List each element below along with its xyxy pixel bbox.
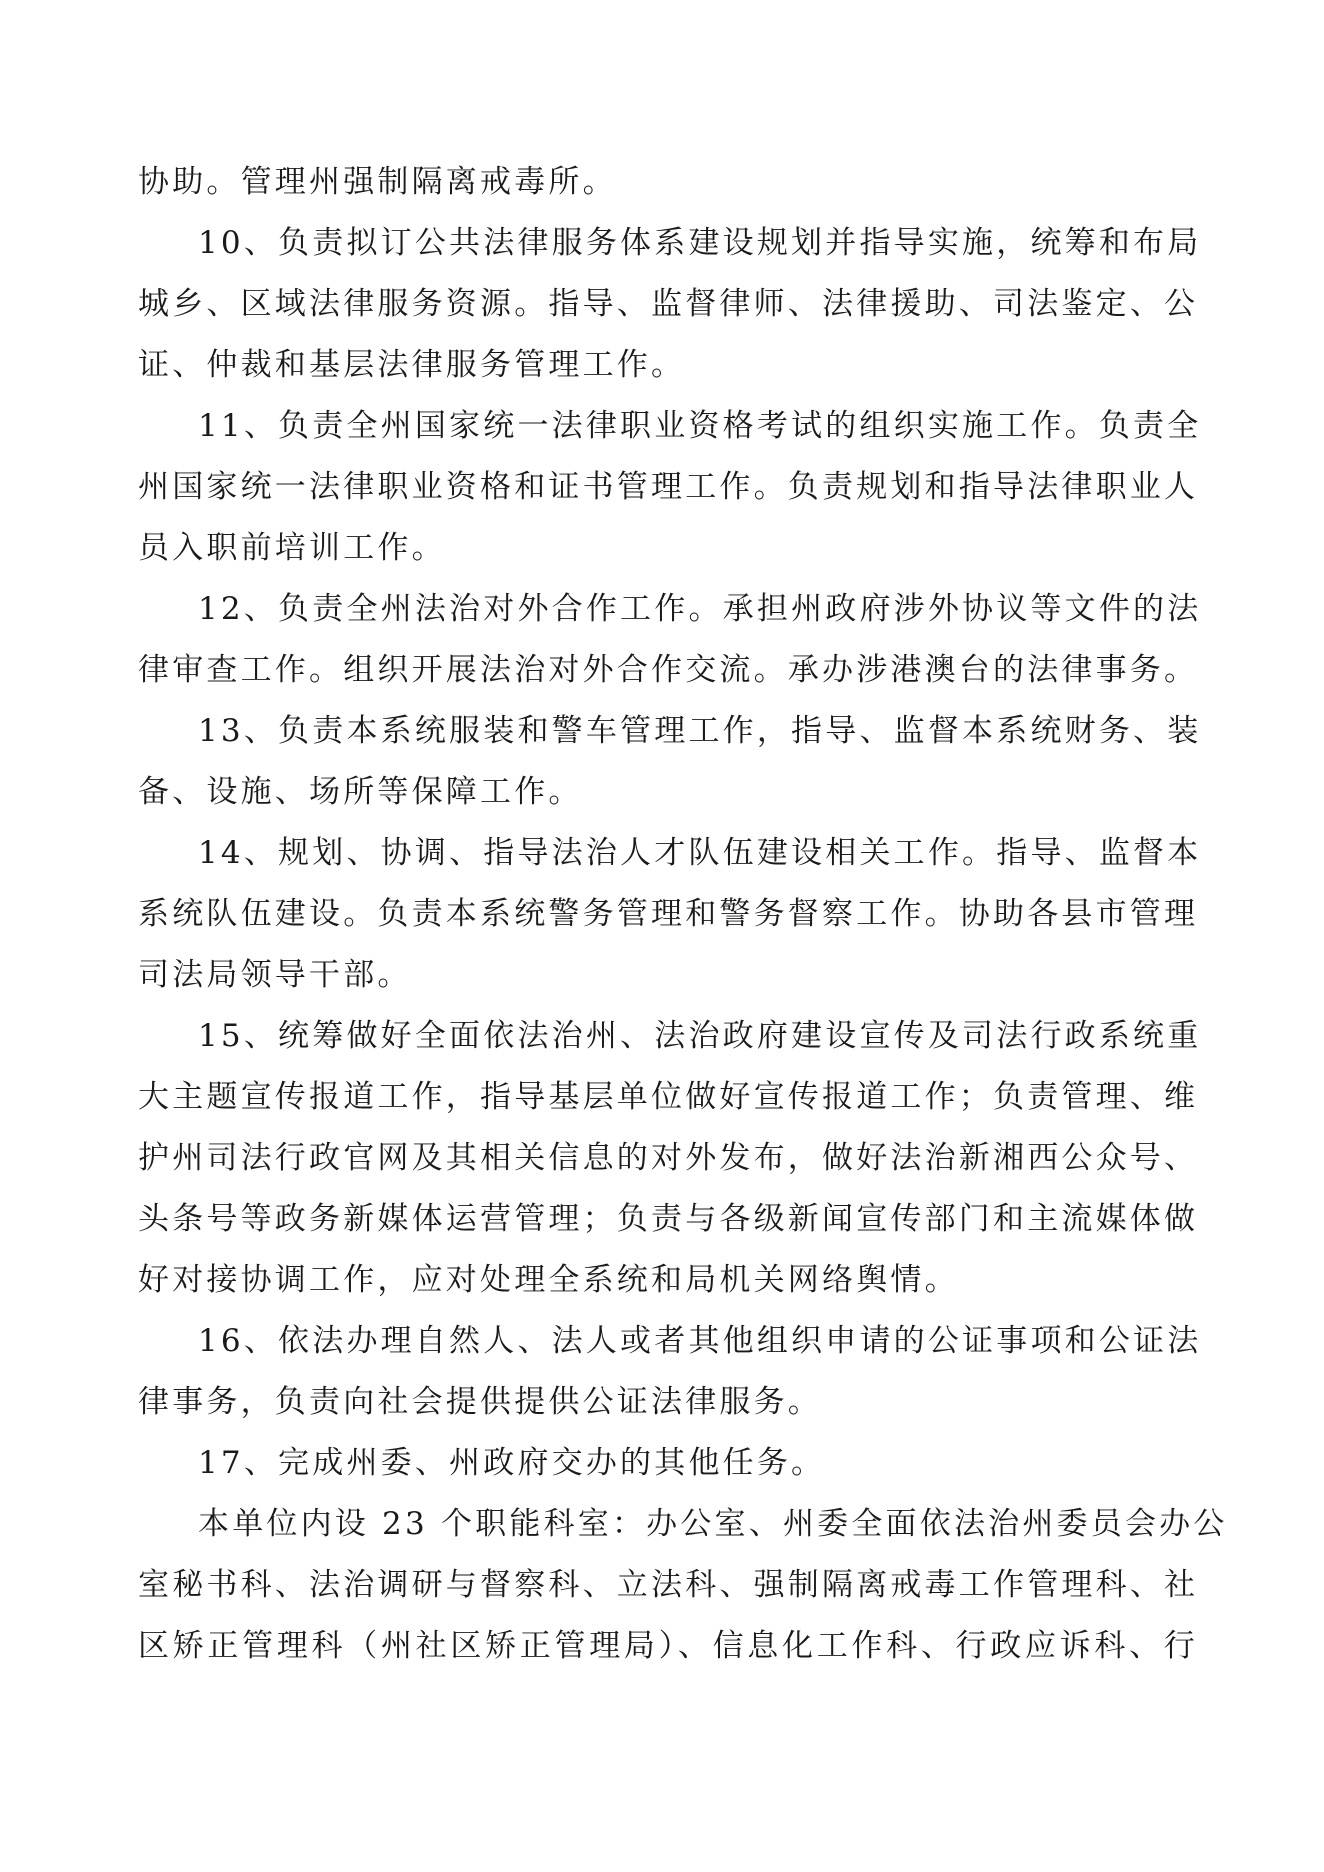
paragraph-item-15 [138,1006,1202,1311]
text-line: 头条号等政务新媒体运营管理；负责与各级新闻宣传部门和主流媒体做 [138,1201,1199,1237]
paragraph-item-13 [138,701,1202,823]
text-line: 备、设施、场所等保障工作。 [138,774,583,810]
text-line: 本单位内设 23 个职能科室：办公室、州委全面依法治州委员会办公 [198,1506,1228,1542]
text-line: 区矫正管理科（州社区矫正管理局）、信息化工作科、行政应诉科、行 [138,1628,1198,1664]
paragraph-item-16 [138,1311,1202,1433]
text-line: 室秘书科、法治调研与督察科、立法科、强制隔离戒毒工作管理科、社 [138,1567,1199,1603]
document-page [138,152,1228,1677]
text-line: 证、仲裁和基层法律服务管理工作。 [138,347,686,383]
text-line: 城乡、区域法律服务资源。指导、监督律师、法律援助、司法鉴定、公 [138,286,1199,322]
text-line: 15、统筹做好全面依法治州、法治政府建设宣传及司法行政系统重 [198,1018,1202,1054]
text-line: 协助。管理州强制隔离戒毒所。 [138,164,617,200]
text-line: 11、负责全州国家统一法律职业资格考试的组织实施工作。负责全 [198,408,1202,444]
text-line: 10、负责拟订公共法律服务体系建设规划并指导实施，统筹和布局 [198,225,1202,261]
paragraph-item-17 [138,1433,1198,1494]
text-line: 系统队伍建设。负责本系统警务管理和警务督察工作。协助各县市管理 [138,896,1199,932]
text-line: 律事务，负责向社会提供提供公证法律服务。 [138,1384,822,1420]
paragraph-continuation [138,152,1198,213]
paragraph-item-14 [138,823,1202,1006]
text-line: 12、负责全州法治对外合作工作。承担州政府涉外协议等文件的法 [198,591,1202,627]
text-line: 律审查工作。组织开展法治对外合作交流。承办涉港澳台的法律事务。 [138,652,1199,688]
text-line: 13、负责本系统服装和警车管理工作，指导、监督本系统财务、装 [198,713,1202,749]
paragraph-item-10 [138,213,1202,396]
text-line: 司法局领导干部。 [138,957,412,993]
text-line: 护州司法行政官网及其相关信息的对外发布，做好法治新湘西公众号、 [138,1140,1199,1176]
text-line: 员入职前培训工作。 [138,530,446,566]
text-line: 大主题宣传报道工作，指导基层单位做好宣传报道工作；负责管理、维 [138,1079,1199,1115]
text-line: 好对接协调工作，应对处理全系统和局机关网络舆情。 [138,1262,959,1298]
text-line: 14、规划、协调、指导法治人才队伍建设相关工作。指导、监督本 [198,835,1202,871]
paragraph-departments [138,1494,1228,1677]
paragraph-item-11 [138,396,1202,579]
paragraph-item-12 [138,579,1202,701]
text-line: 16、依法办理自然人、法人或者其他组织申请的公证事项和公证法 [198,1323,1202,1359]
text-line: 州国家统一法律职业资格和证书管理工作。负责规划和指导法律职业人 [138,469,1199,505]
text-line: 17、完成州委、州政府交办的其他任务。 [198,1445,826,1481]
